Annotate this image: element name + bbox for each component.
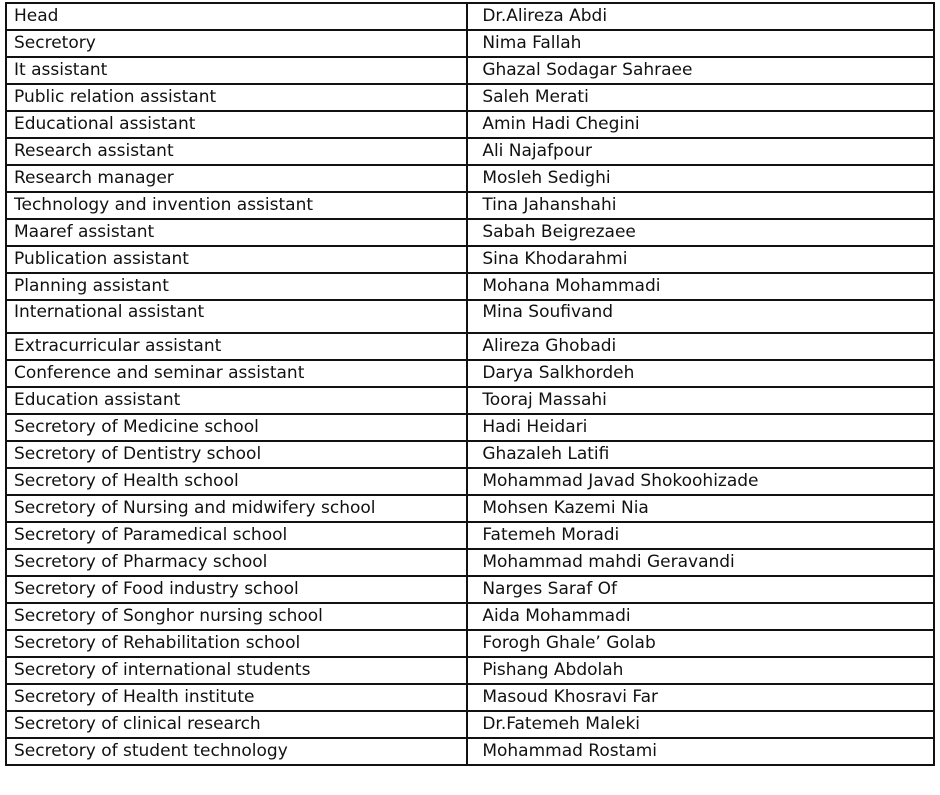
name-cell: Alireza Ghobadi: [467, 333, 934, 360]
staff-table: [5, 2, 935, 766]
name-cell: Mosleh Sedighi: [467, 165, 934, 192]
position-cell: Planning assistant: [6, 273, 467, 300]
table-row: [6, 549, 934, 576]
name-cell: Sabah Beigrezaee: [467, 219, 934, 246]
table-row: [6, 273, 934, 300]
table-row: [6, 3, 934, 30]
table-row: [6, 30, 934, 57]
name-cell: Aida Mohammadi: [467, 603, 934, 630]
name-cell: Mohammad Javad Shokoohizade: [467, 468, 934, 495]
position-cell: Secretory of Medicine school: [6, 414, 467, 441]
name-cell: Tooraj Massahi: [467, 387, 934, 414]
table-row: [6, 138, 934, 165]
table-row: [6, 603, 934, 630]
table-row: [6, 576, 934, 603]
table-row: [6, 495, 934, 522]
position-cell: Secretory of student technology: [6, 738, 467, 765]
name-cell: Sina Khodarahmi: [467, 246, 934, 273]
table-row: [6, 414, 934, 441]
name-cell: Dr.Alireza Abdi: [467, 3, 934, 30]
position-cell: Research manager: [6, 165, 467, 192]
table-row: [6, 57, 934, 84]
position-cell: International assistant: [6, 300, 467, 333]
table-row: [6, 246, 934, 273]
name-cell: Mohsen Kazemi Nia: [467, 495, 934, 522]
table-row: [6, 630, 934, 657]
position-cell: Conference and seminar assistant: [6, 360, 467, 387]
table-row: [6, 711, 934, 738]
name-cell: Narges Saraf Of: [467, 576, 934, 603]
position-cell: Secretory of Food industry school: [6, 576, 467, 603]
name-cell: Saleh Merati: [467, 84, 934, 111]
position-cell: Extracurricular assistant: [6, 333, 467, 360]
table-row: [6, 360, 934, 387]
position-cell: Secretory of clinical research: [6, 711, 467, 738]
position-cell: Secretory of Pharmacy school: [6, 549, 467, 576]
position-cell: Secretory of Health institute: [6, 684, 467, 711]
position-cell: Education assistant: [6, 387, 467, 414]
table-row: [6, 657, 934, 684]
position-cell: Secretory of Nursing and midwifery school: [6, 495, 467, 522]
name-cell: Ghazaleh Latifi: [467, 441, 934, 468]
table-row: [6, 738, 934, 765]
position-cell: Publication assistant: [6, 246, 467, 273]
name-cell: Forogh Ghale’ Golab: [467, 630, 934, 657]
position-cell: Technology and invention assistant: [6, 192, 467, 219]
staff-table-body: [6, 3, 934, 765]
position-cell: Secretory of international students: [6, 657, 467, 684]
position-cell: Secretory of Dentistry school: [6, 441, 467, 468]
name-cell: Mohammad mahdi Geravandi: [467, 549, 934, 576]
position-cell: Maaref assistant: [6, 219, 467, 246]
table-row: [6, 387, 934, 414]
table-row: [6, 684, 934, 711]
name-cell: Mohammad Rostami: [467, 738, 934, 765]
name-cell: Ghazal Sodagar Sahraee: [467, 57, 934, 84]
position-cell: Secretory: [6, 30, 467, 57]
position-cell: Head: [6, 3, 467, 30]
name-cell: Pishang Abdolah: [467, 657, 934, 684]
name-cell: Ali Najafpour: [467, 138, 934, 165]
position-cell: Educational assistant: [6, 111, 467, 138]
name-cell: Amin Hadi Chegini: [467, 111, 934, 138]
table-row: [6, 84, 934, 111]
name-cell: Tina Jahanshahi: [467, 192, 934, 219]
table-row: [6, 468, 934, 495]
position-cell: Public relation assistant: [6, 84, 467, 111]
position-cell: Secretory of Health school: [6, 468, 467, 495]
table-row: [6, 111, 934, 138]
name-cell: Darya Salkhordeh: [467, 360, 934, 387]
name-cell: Masoud Khosravi Far: [467, 684, 934, 711]
table-row: [6, 333, 934, 360]
table-row: [6, 192, 934, 219]
name-cell: Mohana Mohammadi: [467, 273, 934, 300]
table-row: [6, 219, 934, 246]
table-row: [6, 300, 934, 333]
name-cell: Nima Fallah: [467, 30, 934, 57]
name-cell: Hadi Heidari: [467, 414, 934, 441]
name-cell: Dr.Fatemeh Maleki: [467, 711, 934, 738]
table-row: [6, 165, 934, 192]
position-cell: Secretory of Songhor nursing school: [6, 603, 467, 630]
position-cell: Secretory of Rehabilitation school: [6, 630, 467, 657]
name-cell: Fatemeh Moradi: [467, 522, 934, 549]
position-cell: Secretory of Paramedical school: [6, 522, 467, 549]
name-cell: Mina Soufivand: [467, 300, 934, 333]
position-cell: Research assistant: [6, 138, 467, 165]
table-row: [6, 522, 934, 549]
position-cell: It assistant: [6, 57, 467, 84]
table-row: [6, 441, 934, 468]
